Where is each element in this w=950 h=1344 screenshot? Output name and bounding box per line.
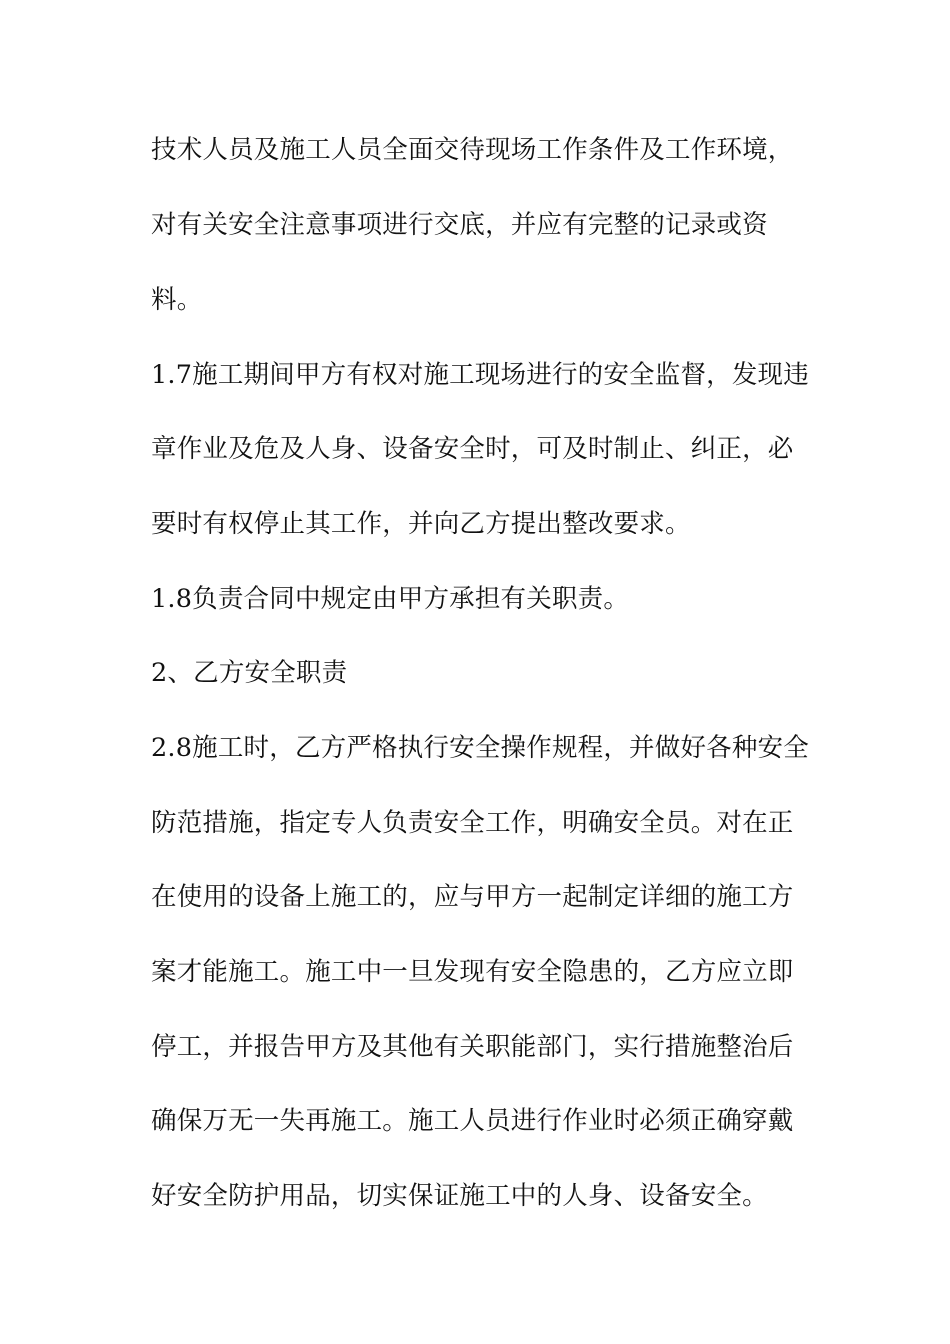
text-line: 1.8负责合同中规定由甲方承担有关职责。 — [151, 584, 630, 614]
text-line: 停工，并报告甲方及其他有关职能部门，实行措施整治后 — [151, 1032, 794, 1062]
section-heading: 2、乙方安全职责 — [151, 658, 348, 688]
text-line: 料。 — [151, 285, 203, 315]
text-line: 在使用的设备上施工的，应与甲方一起制定详细的施工方 — [151, 882, 794, 912]
text-line: 确保万无一失再施工。施工人员进行作业时必须正确穿戴 — [151, 1106, 794, 1136]
text-line: 2.8施工时，乙方严格执行安全操作规程，并做好各种安全 — [151, 733, 809, 763]
text-line: 对有关安全注意事项进行交底，并应有完整的记录或资 — [151, 210, 768, 240]
text-line: 好安全防护用品，切实保证施工中的人身、设备安全。 — [151, 1181, 768, 1211]
text-line: 要时有权停止其工作，并向乙方提出整改要求。 — [151, 509, 691, 539]
text-line: 1.7施工期间甲方有权对施工现场进行的安全监督，发现违 — [151, 360, 809, 390]
text-line: 章作业及危及人身、设备安全时，可及时制止、纠正，必 — [151, 434, 794, 464]
text-line: 技术人员及施工人员全面交待现场工作条件及工作环境， — [151, 135, 794, 165]
text-line: 案才能施工。施工中一旦发现有安全隐患的，乙方应立即 — [151, 957, 794, 987]
text-line: 防范措施，指定专人负责安全工作，明确安全员。对在正 — [151, 808, 794, 838]
